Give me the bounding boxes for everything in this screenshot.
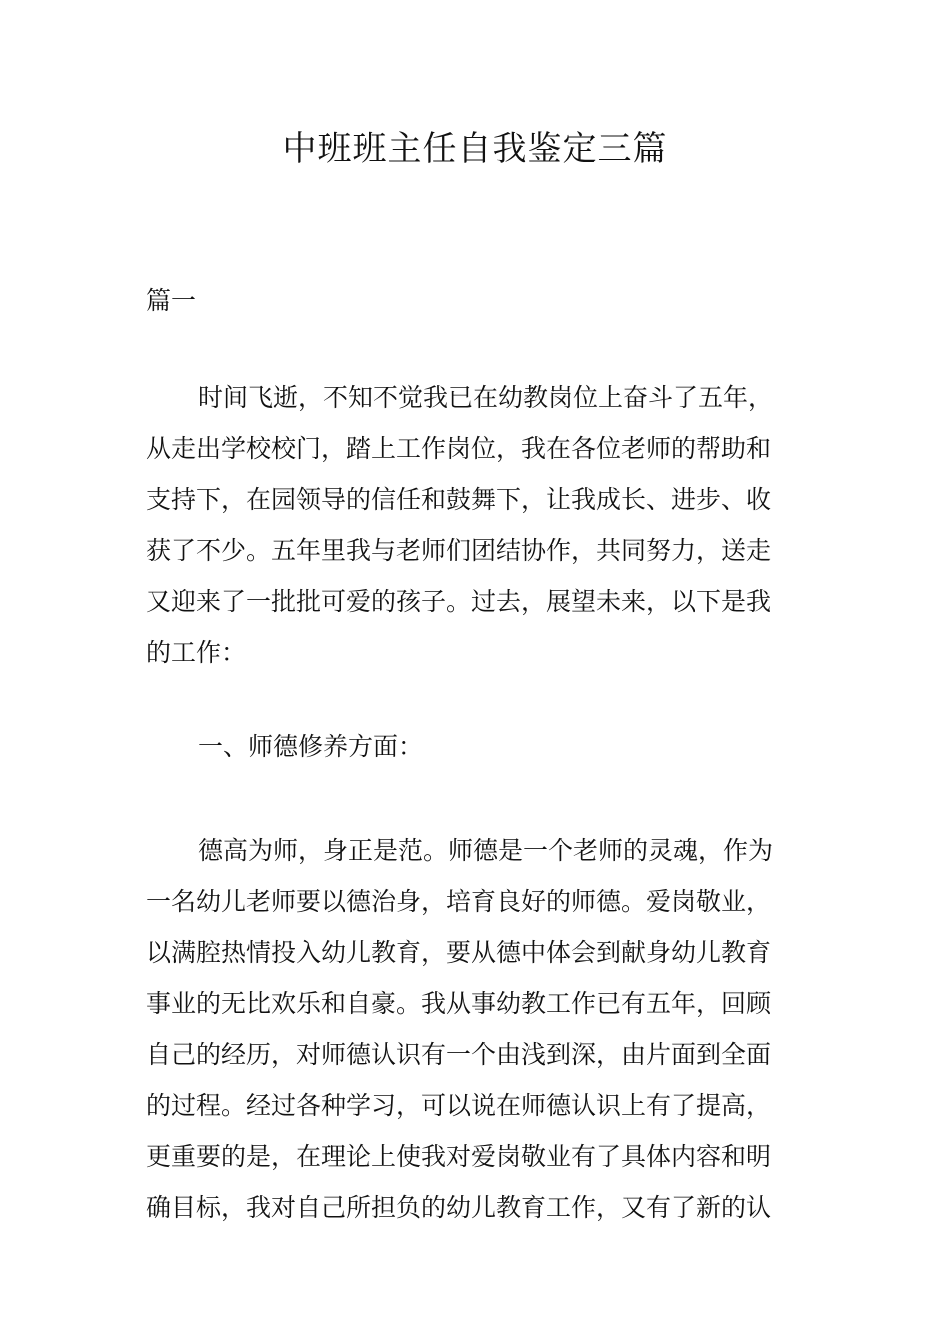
paragraph-line: 一名幼儿老师要以德治身，培育良好的师德。爱岗敬业， — [146, 887, 772, 916]
paragraph-line: 德高为师，身正是范。师德是一个老师的灵魂，作为 — [198, 836, 774, 865]
paragraph-2 — [146, 825, 808, 1233]
paragraph-line: 的过程。经过各种学习，可以说在师德认识上有了提高， — [146, 1091, 772, 1120]
paragraph-line: 获了不少。五年里我与老师们团结协作，共同努力，送走 — [146, 536, 772, 565]
paragraph-line: 时间飞逝，不知不觉我已在幼教岗位上奋斗了五年， — [198, 383, 774, 412]
paragraph-line: 又迎来了一批批可爱的孩子。过去，展望未来，以下是我 — [146, 587, 772, 616]
section-label: 篇一 — [146, 286, 197, 315]
paragraph-line: 更重要的是，在理论上使我对爱岗敬业有了具体内容和明 — [146, 1142, 772, 1171]
paragraph-line: 从走出学校校门，踏上工作岗位，我在各位老师的帮助和 — [146, 434, 772, 463]
paragraph-1 — [146, 372, 808, 678]
paragraph-line: 自己的经历，对师德认识有一个由浅到深，由片面到全面 — [146, 1040, 772, 1069]
paragraph-line: 的工作： — [146, 638, 247, 667]
paragraph-line: 事业的无比欢乐和自豪。我从事幼教工作已有五年，回顾 — [146, 989, 772, 1018]
paragraph-line: 支持下，在园领导的信任和鼓舞下，让我成长、进步、收 — [146, 485, 772, 514]
paragraph-line: 以满腔热情投入幼儿教育，要从德中体会到献身幼儿教育 — [146, 938, 772, 967]
section-heading-text: 一、师德修养方面： — [198, 732, 424, 761]
paragraph-line: 确目标，我对自己所担负的幼儿教育工作，又有了新的认 — [146, 1193, 772, 1222]
section-heading — [146, 721, 808, 772]
document-title: 中班班主任自我鉴定三篇 — [282, 129, 668, 169]
